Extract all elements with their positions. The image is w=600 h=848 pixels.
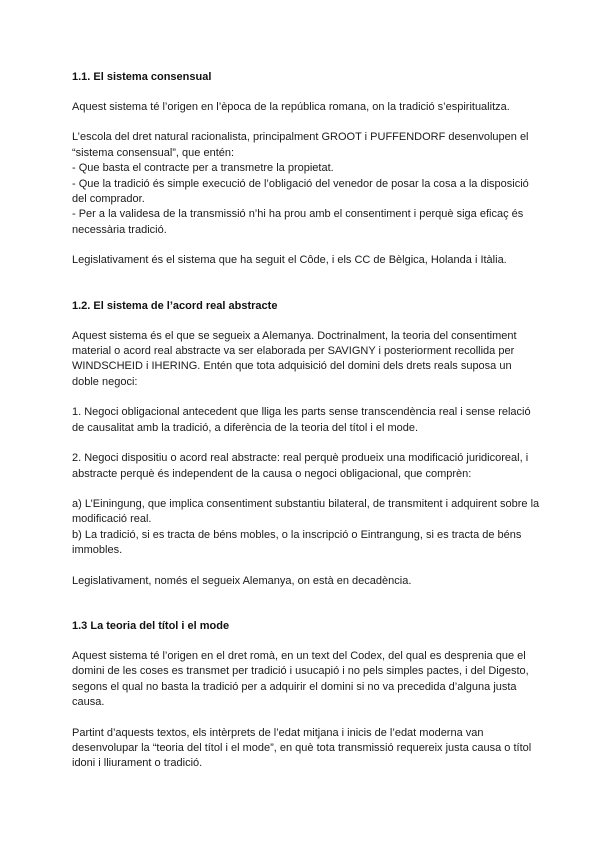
paragraph: Legislativament, només el segueix Alemanya, on està en decadència. xyxy=(72,574,412,587)
list-item: - Que basta el contracte per a transmetre la propietat. xyxy=(72,162,334,175)
section-heading: 1.1. El sistema consensual xyxy=(72,71,212,83)
section-heading: 1.3 La teoria del títol i el mode xyxy=(72,619,230,632)
list-item: - Que la tradició és simple execució de l’obligació del venedor de posar la cosa a la disposició del comprador. xyxy=(72,177,529,206)
paragraph: Legislativament és el sistema que ha seguit el Côde, i els CC de Bèlgica, Holanda i Itàlia. xyxy=(72,254,507,267)
document-body xyxy=(72,70,540,772)
paragraph: Aquest sistema té l’origen en el dret romà, en un text del Codex, del qual es desprenia que el domini de les coses es transmet per tradició i usucapió i no pels simples pactes, i del Digesto, segons el qual no basta la tradició per a adquirir el domini si no va precedida d’alguna justa causa. xyxy=(72,649,529,709)
paragraph: Aquest sistema té l’origen en l’època de la república romana, on la tradició s’espiritualitza. xyxy=(72,101,510,113)
section-heading: 1.2. El sistema de l’acord real abstracte xyxy=(72,299,278,312)
paragraph: 2. Negoci dispositiu o acord real abstracte: real perquè produeix una modificació juridicoreal, i abstracte perquè és independent de la causa o negoci obligacional, que comprèn: xyxy=(72,452,529,480)
paragraph: Partint d’aquests textos, els intèrprets de l’edat mitjana i inicis de l’edat moderna van desenvolupar la “teoria del títol i el mode”, en què tota transmissió requereix justa causa o títol idoni i lliurament o tradició. xyxy=(72,726,532,770)
list-item: b) La tradició, si es tracta de béns mobles, o la inscripció o Eintrangung, si es tracta de béns immobles. xyxy=(72,528,522,557)
paragraph: 1. Negoci obligacional antecedent que lliga les parts sense transcendència real i sense relació de causalitat amb la tradició, a diferència de la teoria del títol i el mode. xyxy=(72,406,531,434)
paragraph: L’escola del dret natural racionalista, principalment GROOT i PUFFENDORF desenvolupen el “sistema consensual”, que entén: xyxy=(72,131,529,159)
list-item: - Per a la validesa de la transmissió n’hi ha prou amb el consentiment i perquè siga eficaç és necessària tradició. xyxy=(72,208,524,236)
list-item: a) L’Einingung, que implica consentiment substantiu bilateral, de transmitent i adquirent sobre la modificació real. xyxy=(72,497,540,526)
paragraph: Aquest sistema és el que se segueix a Alemanya. Doctrinalment, la teoria del consentiment material o acord real abstracte va ser elaborada per SAVIGNY i posteriorment recollida per WINDSCHEID i IHERING. Entén que tota adquisició del domini dels drets reals suposa un doble negoci: xyxy=(72,329,517,388)
